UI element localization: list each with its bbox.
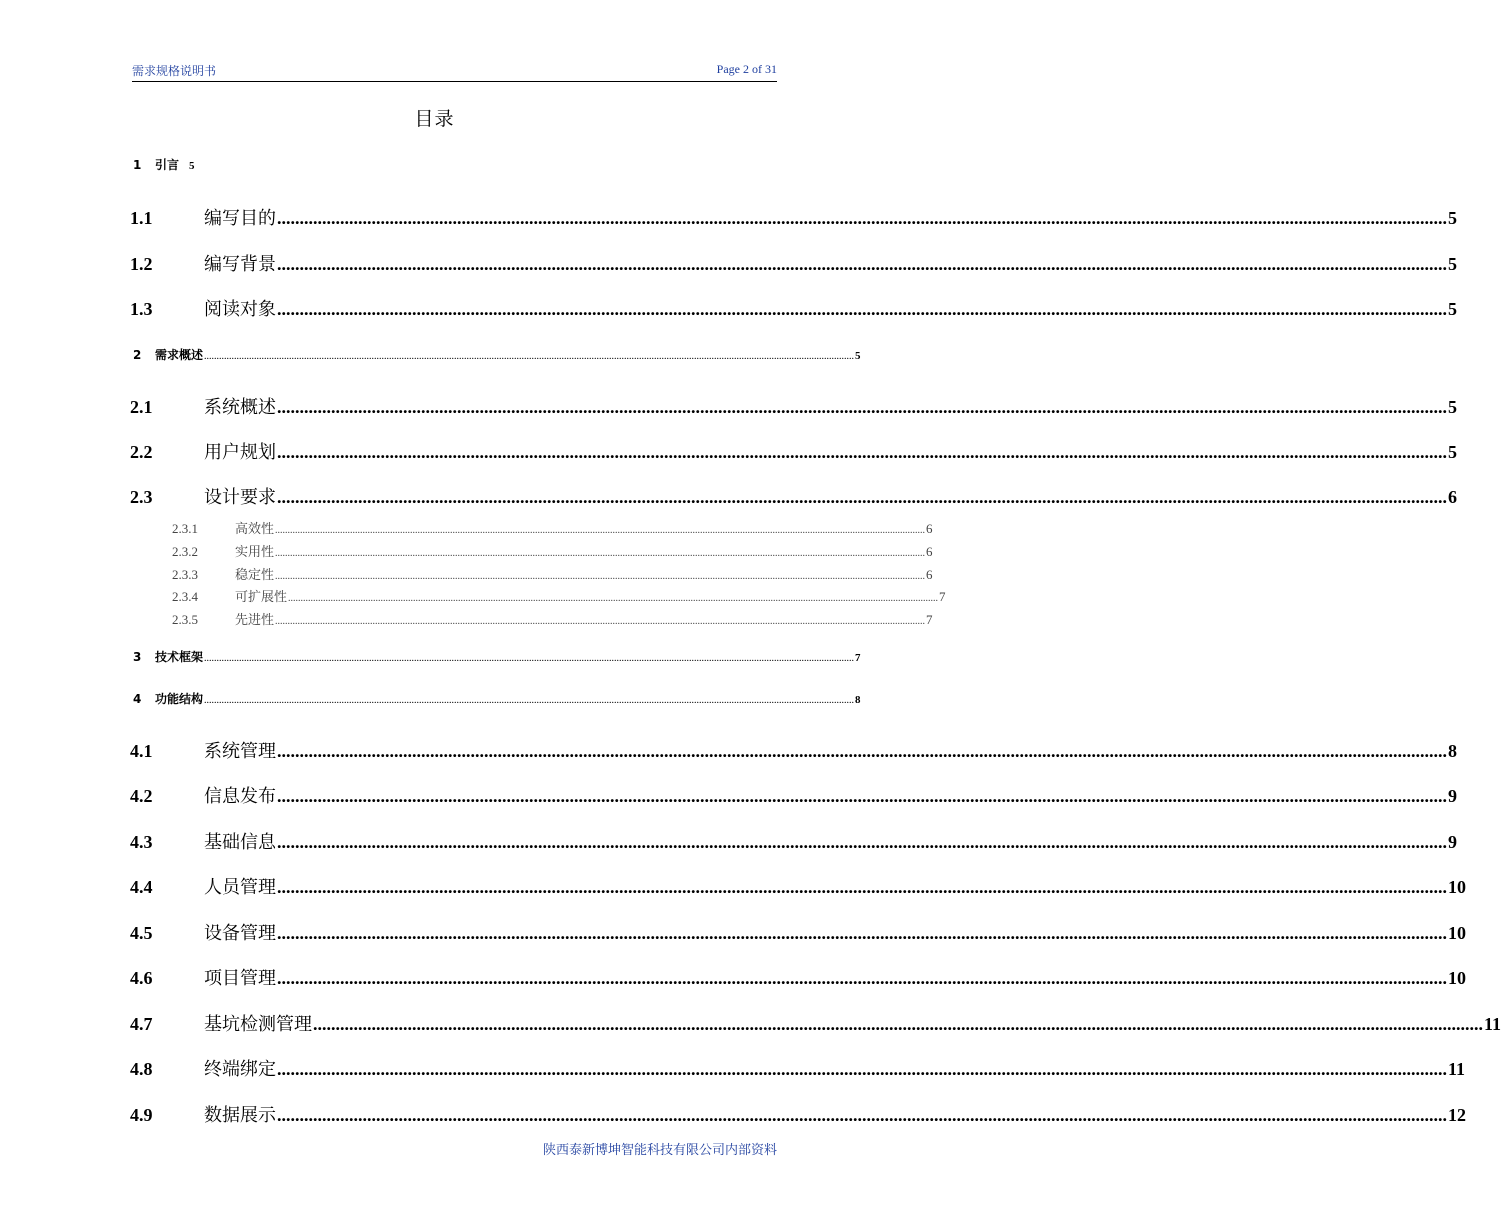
toc-entry-title: 信息发布 bbox=[204, 786, 276, 807]
toc-entry-title: 可扩展性 bbox=[235, 590, 288, 605]
toc-entry-number: 2.2 bbox=[130, 442, 153, 462]
toc-entry-3[interactable] bbox=[133, 648, 861, 665]
toc-entry-title: 设备管理 bbox=[204, 923, 276, 944]
toc-entry-title: 引言 bbox=[155, 158, 180, 172]
toc-entry-2[interactable] bbox=[133, 346, 861, 363]
toc-entry-page: 8 bbox=[855, 694, 861, 706]
toc-dot-leader: .................................................................................................................................................................................................................................................................... bbox=[204, 351, 855, 362]
toc-entry-4-5[interactable] bbox=[130, 919, 1466, 945]
toc-dot-leader: .................................................................................................................................................................................................................................................................... bbox=[277, 968, 1447, 988]
toc-dot-leader: .................................................................................................................................................................................................................................................................... bbox=[277, 832, 1447, 852]
toc-entry-title: 数据展示 bbox=[204, 1105, 276, 1126]
toc-entry-title: 用户规划 bbox=[204, 442, 276, 463]
toc-entry-page: 9 bbox=[1448, 832, 1457, 852]
toc-entry-4-6[interactable] bbox=[130, 964, 1466, 990]
toc-entry-page: 5 bbox=[1448, 208, 1457, 228]
document-title: 需求规格说明书 bbox=[132, 64, 217, 78]
toc-entry-title: 人员管理 bbox=[204, 877, 276, 898]
toc-entry-4-7[interactable] bbox=[130, 1010, 1501, 1036]
toc-entry-2-3-1[interactable] bbox=[172, 518, 933, 537]
toc-entry-number: 3 bbox=[133, 650, 142, 664]
toc-entry-2-2[interactable] bbox=[130, 438, 1457, 464]
toc-entry-number: 4.5 bbox=[130, 923, 153, 943]
toc-entry-title: 系统概述 bbox=[204, 397, 276, 418]
toc-entry-number: 1 bbox=[133, 158, 142, 172]
toc-entry-page: 9 bbox=[1448, 786, 1457, 806]
toc-entry-2-3-4[interactable] bbox=[172, 586, 946, 605]
toc-entry-title: 基础信息 bbox=[204, 832, 276, 853]
toc-entry-4-3[interactable] bbox=[130, 828, 1457, 854]
toc-entry-page: 10 bbox=[1448, 968, 1466, 988]
toc-dot-leader: .................................................................................................................................................................................................................................................................... bbox=[288, 593, 939, 604]
toc-dot-leader: .................................................................................................................................................................................................................................................................... bbox=[204, 653, 855, 664]
toc-entry-number: 1.1 bbox=[130, 208, 153, 228]
toc-entry-page: 5 bbox=[1448, 254, 1457, 274]
toc-entry-4-9[interactable] bbox=[130, 1101, 1466, 1127]
toc-entry-title: 系统管理 bbox=[204, 741, 276, 762]
toc-dot-leader: .................................................................................................................................................................................................................................................................... bbox=[277, 208, 1447, 228]
toc-entry-title: 需求概述 bbox=[155, 348, 204, 362]
toc-dot-leader: .................................................................................................................................................................................................................................................................... bbox=[313, 1014, 1483, 1034]
toc-entry-title: 编写目的 bbox=[204, 208, 276, 229]
toc-entry-title: 高效性 bbox=[235, 522, 275, 537]
toc-entry-title: 基坑检测管理 bbox=[204, 1014, 312, 1035]
toc-entry-page: 6 bbox=[926, 521, 933, 536]
toc-entry-number: 2.3.4 bbox=[172, 589, 198, 604]
toc-dot-leader: .................................................................................................................................................................................................................................................................... bbox=[277, 1059, 1447, 1079]
toc-entry-2-3-5[interactable] bbox=[172, 609, 933, 628]
toc-dot-leader: .................................................................................................................................................................................................................................................................... bbox=[275, 616, 926, 627]
toc-heading: 目录 bbox=[414, 108, 455, 130]
toc-dot-leader: .................................................................................................................................................................................................................................................................... bbox=[275, 571, 926, 582]
toc-entry-title: 先进性 bbox=[235, 613, 275, 628]
toc-dot-leader: .................................................................................................................................................................................................................................................................... bbox=[277, 299, 1447, 319]
toc-entry-4-8[interactable] bbox=[130, 1055, 1466, 1081]
page-number-label: Page 2 of 31 bbox=[716, 62, 777, 76]
toc-entry-4-2[interactable] bbox=[130, 782, 1457, 808]
toc-entry-page: 7 bbox=[855, 652, 861, 664]
toc-entry-page: 7 bbox=[926, 612, 933, 627]
toc-entry-page: 5 bbox=[189, 160, 195, 172]
toc-entry-number: 2.3.5 bbox=[172, 612, 198, 627]
toc-dot-leader: .................................................................................................................................................................................................................................................................... bbox=[277, 442, 1447, 462]
page-header bbox=[132, 62, 777, 82]
toc-entry-number: 4.4 bbox=[130, 877, 153, 897]
toc-dot-leader: .................................................................................................................................................................................................................................................................... bbox=[277, 487, 1447, 507]
toc-entry-page: 5 bbox=[1448, 442, 1457, 462]
toc-entry-page: 6 bbox=[926, 567, 933, 582]
toc-entry-title: 阅读对象 bbox=[204, 299, 276, 320]
toc-dot-leader: .................................................................................................................................................................................................................................................................... bbox=[277, 741, 1447, 761]
toc-entry-number: 1.3 bbox=[130, 299, 153, 319]
toc-entry-number: 2.3 bbox=[130, 487, 153, 507]
toc-entry-title: 设计要求 bbox=[204, 487, 276, 508]
toc-entry-4-4[interactable] bbox=[130, 873, 1466, 899]
toc-entry-1[interactable] bbox=[133, 156, 777, 173]
toc-entry-page: 12 bbox=[1448, 1105, 1466, 1125]
toc-entry-1-2[interactable] bbox=[130, 250, 1457, 276]
toc-entry-title: 项目管理 bbox=[204, 968, 276, 989]
toc-entry-page: 5 bbox=[855, 350, 861, 362]
toc-entry-number: 4 bbox=[133, 692, 142, 706]
footer-company-note: 陕西泰新博坤智能科技有限公司内部资料 bbox=[542, 1143, 777, 1158]
toc-entry-title: 技术框架 bbox=[155, 650, 204, 664]
toc-entry-page: 6 bbox=[926, 544, 933, 559]
toc-entry-number: 2.3.2 bbox=[172, 544, 198, 559]
toc-entry-page: 5 bbox=[1448, 397, 1457, 417]
toc-entry-page: 5 bbox=[1448, 299, 1457, 319]
toc-entry-title: 编写背景 bbox=[204, 254, 276, 275]
toc-entry-1-1[interactable] bbox=[130, 204, 1457, 230]
toc-entry-1-3[interactable] bbox=[130, 295, 1457, 321]
toc-entry-number: 1.2 bbox=[130, 254, 153, 274]
toc-dot-leader: .................................................................................................................................................................................................................................................................... bbox=[277, 397, 1447, 417]
toc-entry-number: 2.3.1 bbox=[172, 521, 198, 536]
toc-entry-title: 终端绑定 bbox=[204, 1059, 276, 1080]
toc-entry-page: 11 bbox=[1448, 1059, 1466, 1079]
toc-entry-page: 11 bbox=[1484, 1014, 1501, 1034]
toc-entry-4-1[interactable] bbox=[130, 737, 1457, 763]
toc-entry-number: 2.1 bbox=[130, 397, 153, 417]
toc-entry-page: 7 bbox=[939, 589, 946, 604]
toc-entry-number: 4.9 bbox=[130, 1105, 153, 1125]
toc-entry-number: 4.7 bbox=[130, 1014, 153, 1034]
toc-entry-number: 4.8 bbox=[130, 1059, 153, 1079]
toc-entry-page: 8 bbox=[1448, 741, 1457, 761]
toc-entry-page: 10 bbox=[1448, 877, 1466, 897]
toc-entry-title: 稳定性 bbox=[235, 568, 275, 583]
toc-entry-number: 4.3 bbox=[130, 832, 153, 852]
toc-entry-number: 2 bbox=[133, 348, 142, 362]
toc-entry-number: 4.2 bbox=[130, 786, 153, 806]
toc-entry-number: 4.1 bbox=[130, 741, 153, 761]
toc-entry-4[interactable] bbox=[133, 690, 861, 707]
toc-dot-leader: .................................................................................................................................................................................................................................................................... bbox=[277, 877, 1447, 897]
toc-entry-page: 6 bbox=[1448, 487, 1457, 507]
toc-dot-leader: .................................................................................................................................................................................................................................................................... bbox=[275, 548, 926, 559]
toc-entry-2-3[interactable] bbox=[130, 483, 1457, 509]
toc-entry-page: 10 bbox=[1448, 923, 1466, 943]
toc-entry-number: 4.6 bbox=[130, 968, 153, 988]
toc-entry-2-3-2[interactable] bbox=[172, 541, 933, 560]
toc-dot-leader: .................................................................................................................................................................................................................................................................... bbox=[277, 786, 1447, 806]
toc-entry-title: 实用性 bbox=[235, 545, 275, 560]
toc-entry-title: 功能结构 bbox=[155, 692, 204, 706]
toc-entry-2-3-3[interactable] bbox=[172, 564, 933, 583]
toc-dot-leader: .................................................................................................................................................................................................................................................................... bbox=[204, 695, 855, 706]
toc-dot-leader: .................................................................................................................................................................................................................................................................... bbox=[275, 525, 926, 536]
toc-dot-leader: .................................................................................................................................................................................................................................................................... bbox=[277, 1105, 1447, 1125]
toc-dot-leader: .................................................................................................................................................................................................................................................................... bbox=[277, 254, 1447, 274]
toc-entry-2-1[interactable] bbox=[130, 393, 1457, 419]
toc-entry-number: 2.3.3 bbox=[172, 567, 198, 582]
toc-dot-leader: .................................................................................................................................................................................................................................................................... bbox=[277, 923, 1447, 943]
